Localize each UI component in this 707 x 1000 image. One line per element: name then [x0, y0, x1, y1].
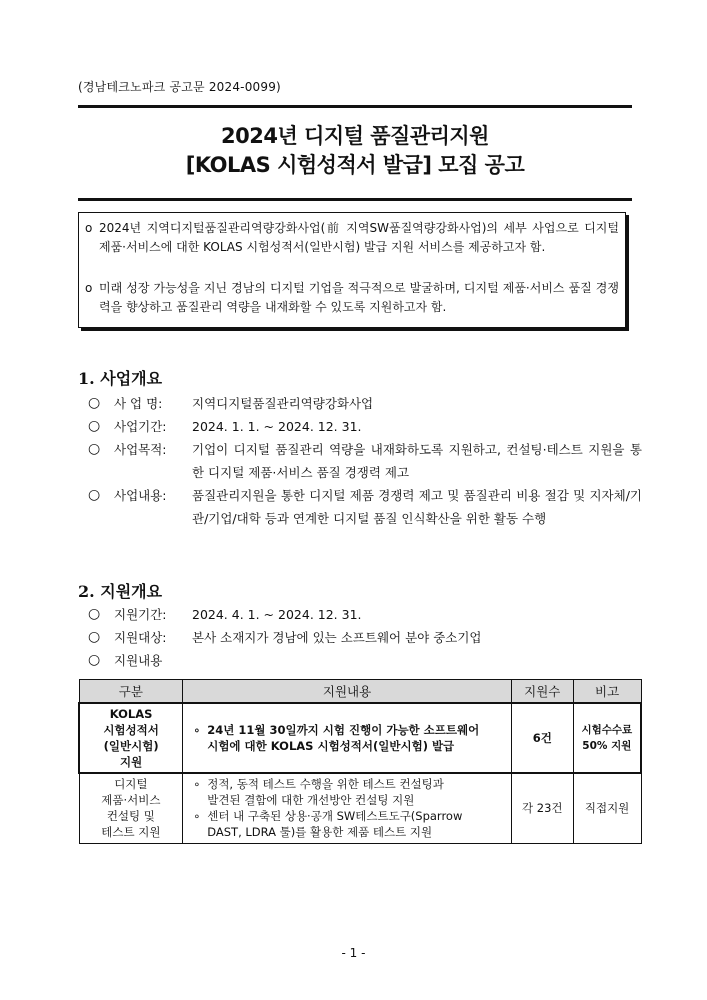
content-text: 24년 11월 30일까지 시험 진행이 가능한 소프트웨어: [207, 723, 480, 737]
item-label: 사업기간:: [114, 419, 167, 434]
content-text: 발견된 결함에 대한 개선방안 컨설팅 지원: [207, 793, 415, 808]
note-line: 시험수수료: [581, 724, 633, 736]
section-heading-support: 2. 지원개요: [78, 582, 163, 601]
row-count: 6건: [511, 703, 573, 773]
category-line: 지원: [120, 755, 143, 769]
page-number: - 1 -: [341, 946, 366, 960]
row-count: 각 23건: [511, 773, 573, 843]
category-line: 제품·서비스: [101, 793, 161, 808]
content-line: [193, 738, 507, 754]
row-category: [79, 703, 183, 773]
title-top-rule: [78, 105, 632, 108]
item-label: 사 업 명:: [114, 396, 163, 411]
item-value: 2024. 4. 1. ~ 2024. 12. 31.: [192, 607, 362, 622]
table-header: 지원내용: [183, 680, 512, 704]
item-label: 사업목적:: [114, 442, 167, 457]
category-line: 컨설팅 및: [106, 809, 155, 824]
note-line: 직접지원: [584, 801, 630, 816]
small-bullet-icon: ∘: [193, 777, 201, 792]
item-label: 지원내용: [114, 653, 163, 668]
item-value: 지역디지털품질관리역량강화사업: [192, 396, 374, 411]
category-line: 테스트 지원: [101, 825, 161, 840]
title-bottom-rule: [78, 198, 632, 201]
content-line: [193, 824, 507, 840]
table-header-row: [79, 680, 641, 704]
support-table: [78, 679, 642, 844]
section-heading-overview: 1. 사업개요: [78, 369, 163, 388]
category-line: KOLAS: [109, 707, 153, 721]
item-value: 품질관리지원을 통한 디지털 제품 경쟁력 제고 및 품질관리 비용 절감 및 지자체/기관/기업/대학 등과 연계한 디지털 품질 인식확산을 위한 활동 수행: [192, 488, 642, 526]
small-bullet-icon: ∘: [193, 723, 201, 737]
intro-text: 미래 성장 가능성을 지닌 경남의 디지털 기업을 적극적으로 발굴하며, 디지털 제품·서비스 품질 경쟁력을 향상하고 품질관리 역량을 내재화할 수 있도록 지원하고자 함.: [99, 281, 619, 314]
item-label: 지원대상:: [114, 630, 167, 645]
intro-bullet: o: [85, 281, 93, 295]
circle-bullet-icon: ○: [88, 487, 101, 503]
table-row: [79, 703, 641, 773]
category-line: 시험성적서: [103, 723, 159, 737]
row-content: [183, 773, 512, 843]
circle-bullet-icon: ○: [88, 652, 101, 668]
intro-box: [78, 212, 626, 328]
circle-bullet-icon: ○: [88, 395, 101, 411]
intro-text: 2024년 지역디지털품질관리역량강화사업(前 지역SW품질역량강화사업)의 세부 사업으로 디지털 제품·서비스에 대한 KOLAS 시험성적서(일반시험) 발급 지원 서비스를 제공하고자 함.: [99, 221, 619, 254]
circle-bullet-icon: ○: [88, 418, 101, 434]
table-header: 지원수: [511, 680, 573, 704]
content-line: [193, 722, 507, 738]
row-category: [79, 773, 183, 843]
content-line: [193, 776, 507, 792]
row-note: [573, 703, 641, 773]
circle-bullet-icon: ○: [88, 441, 101, 457]
circle-bullet-icon: ○: [88, 629, 101, 645]
content-text: 시험에 대한 KOLAS 시험성적서(일반시험) 발급: [207, 739, 455, 753]
intro-bullet: o: [85, 221, 93, 235]
content-line: [193, 808, 507, 824]
item-value: 기업이 디지털 품질관리 역량을 내재화하도록 지원하고, 컨설팅·테스트 지원을 통한 디지털 제품·서비스 품질 경쟁력 제고: [192, 442, 642, 480]
item-value: 2024. 1. 1. ~ 2024. 12. 31.: [192, 419, 362, 434]
document-title: [78, 122, 632, 180]
row-note: [573, 773, 641, 843]
table-header: 구분: [79, 680, 183, 704]
item-value: 본사 소재지가 경남에 있는 소프트웨어 분야 중소기업: [192, 630, 482, 645]
title-line-2: [KOLAS 시험성적서 발급] 모집 공고: [185, 153, 525, 177]
notice-number: (경남테크노파크 공고문 2024-0099): [78, 80, 281, 94]
category-line: (일반시험): [103, 739, 159, 753]
row-content: [183, 703, 512, 773]
category-line: 디지털: [114, 777, 148, 792]
title-line-1: 2024년 디지털 품질관리지원: [221, 124, 489, 148]
content-text: 센터 내 구축된 상용·공개 SW테스트도구(Sparrow: [207, 809, 463, 824]
table-row: [79, 773, 641, 843]
content-text: DAST, LDRA 툴)를 활용한 제품 테스트 지원: [207, 825, 433, 840]
content-text: 정적, 동적 테스트 수행을 위한 테스트 컨설팅과: [207, 777, 444, 792]
item-label: 사업내용:: [114, 488, 167, 503]
item-label: 지원기간:: [114, 607, 167, 622]
circle-bullet-icon: ○: [88, 606, 101, 622]
note-line: 50% 지원: [582, 740, 632, 752]
small-bullet-icon: ∘: [193, 809, 201, 824]
table-header: 비고: [573, 680, 641, 704]
content-line: [193, 792, 507, 808]
